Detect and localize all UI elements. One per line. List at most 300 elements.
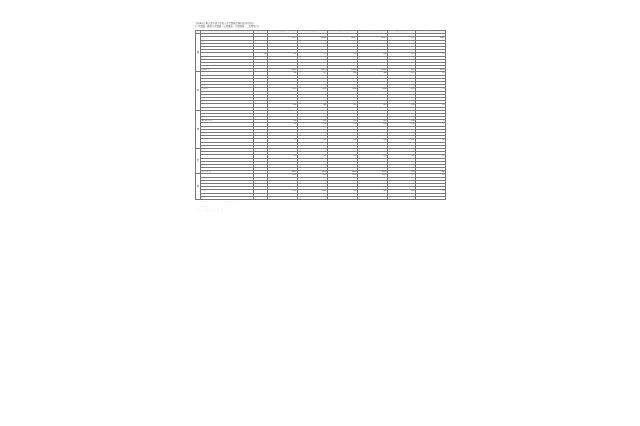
difference-value: 57 <box>416 142 446 145</box>
column-header: 応募人員(B) <box>298 31 328 34</box>
row-label: 一般選抜(男女) <box>201 187 254 190</box>
difference-value: 30 <box>416 75 446 78</box>
row-label: 家庭科(単位制) <box>201 120 254 123</box>
capacity-value: 114 <box>268 142 298 145</box>
passed-value: 1,023 <box>358 196 388 199</box>
difference-value: 46 <box>416 107 446 110</box>
examinees-value: 29,000 <box>328 69 358 72</box>
table-body <box>196 34 446 200</box>
applicants-value: 462 <box>298 104 328 107</box>
applicants-value: 302 <box>298 97 328 100</box>
ratio-value: 1.58 <box>388 145 416 148</box>
column-header: 学級数 <box>254 31 268 34</box>
ratio-value: 0.97 <box>388 196 416 199</box>
applicants-value: 28,059 <box>298 34 328 37</box>
difference-value: 45 <box>416 148 446 151</box>
passed-value: 906 <box>358 72 388 75</box>
applicants-value: 344 <box>298 82 328 85</box>
difference-value: 3,775 <box>416 50 446 53</box>
passed-value: 177 <box>358 145 388 148</box>
examinees-value: 4,690 <box>328 171 358 174</box>
row-label: 普通科合計 <box>201 69 254 72</box>
capacity-value: 85 <box>268 123 298 126</box>
ratio-value: 0.67 <box>388 91 416 94</box>
passed-value: 411 <box>358 78 388 81</box>
capacity-value: 41 <box>268 110 298 113</box>
examinees-value: 166 <box>328 139 358 142</box>
ratio-value: 1.23 <box>388 37 416 40</box>
difference-value: 35 <box>416 72 446 75</box>
row-label: 普通科 <box>201 40 254 43</box>
group-label: 普 <box>196 34 201 72</box>
capacity-value: 788 <box>268 72 298 75</box>
capacity-value: 114 <box>268 152 298 155</box>
ratio-value: 1.23 <box>388 126 416 129</box>
passed-value: 257 <box>358 101 388 104</box>
passed-value: 56 <box>358 110 388 113</box>
examinees-value: 66 <box>328 91 358 94</box>
capacity-value: 1,152 <box>268 187 298 190</box>
examinees-value: 35,977 <box>328 184 358 187</box>
ratio-value: 1.04 <box>388 168 416 171</box>
capacity-value: 1,602 <box>268 177 298 180</box>
capacity-value: 367 <box>268 78 298 81</box>
capacity-value: 216 <box>268 40 298 43</box>
capacity-value: 217 <box>268 43 298 46</box>
difference-value: 7 <box>416 94 446 97</box>
passed-value: 168 <box>358 136 388 139</box>
capacity-value: 85 <box>268 91 298 94</box>
row-label: 外国語科 <box>201 164 254 167</box>
difference-value: 5 <box>416 133 446 136</box>
capacity-value: 72 <box>268 139 298 142</box>
row-label: (単位制) <box>201 88 254 91</box>
examinees-value: 100 <box>328 123 358 126</box>
applicants-value: 98 <box>298 123 328 126</box>
examinees-value: 1,899 <box>328 174 358 177</box>
capacity-value: 251 <box>268 82 298 85</box>
passed-value: 1,977 <box>358 177 388 180</box>
difference-value: 8 <box>416 126 446 129</box>
row-label: 普通科(男女) <box>201 34 254 37</box>
applicants-value: 223 <box>298 117 328 120</box>
passed-value: 258 <box>358 53 388 56</box>
passed-value: 26,935 <box>358 34 388 37</box>
difference-value: 8 <box>416 113 446 116</box>
ratio-value: 0.85 <box>388 190 416 193</box>
difference-value: 40 <box>416 101 446 104</box>
passed-value: 166 <box>358 139 388 142</box>
capacity-value: 117 <box>268 133 298 136</box>
applicants-value: 26,972 <box>298 50 328 53</box>
row-label: 福祉科 <box>201 133 254 136</box>
applicants-value: 917 <box>298 72 328 75</box>
applicants-value: 95 <box>298 126 328 129</box>
applicants-value: 5,162 <box>298 168 328 171</box>
applicants-value: 27 <box>298 133 328 136</box>
ratio-value: 1.09 <box>388 107 416 110</box>
ratio-value: 0.87 <box>388 164 416 167</box>
passed-value: 1,002 <box>358 193 388 196</box>
ratio-value: 1.18 <box>388 123 416 126</box>
examinees-value: 40 <box>328 113 358 116</box>
capacity-value: 1,618 <box>268 174 298 177</box>
ratio-value: 1.08 <box>388 104 416 107</box>
applicants-value: 4,905 <box>298 171 328 174</box>
applicants-value: 771 <box>298 75 328 78</box>
applicants-value: 458 <box>298 107 328 110</box>
ratio-value: 1.21 <box>388 155 416 158</box>
difference-value: 4,303 <box>416 69 446 72</box>
ratio-value: 1.05 <box>388 158 416 161</box>
difference-value: 97 <box>416 136 446 139</box>
examinees-value: 1,166 <box>328 88 358 91</box>
examinees-value: 1,068 <box>328 85 358 88</box>
passed-value: 1,899 <box>358 174 388 177</box>
examinees-value: 1,002 <box>328 193 358 196</box>
capacity-value: 110 <box>268 155 298 158</box>
ratio-value: 1.11 <box>388 56 416 59</box>
class-count <box>254 196 268 199</box>
examinees-value: 2,575 <box>328 62 358 65</box>
applicants-value: 37,060 <box>298 184 328 187</box>
ratio-value: 0.54 <box>388 43 416 46</box>
column-header: 合格者数 <box>358 31 388 34</box>
column-header: 学科・課程 <box>201 31 254 34</box>
capacity-value: 30,621 <box>268 180 298 183</box>
group-label: 科 <box>196 174 201 200</box>
passed-value: 98 <box>358 126 388 129</box>
difference-value: 415 <box>416 168 446 171</box>
ratio-value: 0.98 <box>388 85 416 88</box>
difference-value: 8 <box>416 91 446 94</box>
ratio-value: 1.23 <box>388 177 416 180</box>
applicants-value: 1,201 <box>298 88 328 91</box>
examinees-value: 118 <box>328 43 358 46</box>
difference-value: 6 <box>416 120 446 123</box>
passed-value: 1,166 <box>358 88 388 91</box>
capacity-value: 21,432 <box>268 34 298 37</box>
applicants-value: 132 <box>298 155 328 158</box>
difference-value: 4,774 <box>416 184 446 187</box>
capacity-value: 119 <box>268 129 298 132</box>
applicants-value: 1,042 <box>298 190 328 193</box>
applicants-value: 118 <box>298 158 328 161</box>
examinees-value: 228 <box>328 40 358 43</box>
difference-value: 40 <box>416 193 446 196</box>
examinees-value: 26,890 <box>328 46 358 49</box>
applicants-value: 417 <box>298 78 328 81</box>
examinees-value: 36 <box>328 129 358 132</box>
capacity-value: 109 <box>268 148 298 151</box>
examinees-value: 459 <box>328 104 358 107</box>
examinees-value: 257 <box>328 101 358 104</box>
passed-value: 455 <box>358 107 388 110</box>
ratio-value: 0.25 <box>388 133 416 136</box>
capacity-value: 29,093 <box>268 66 298 69</box>
ratio-value: 1.50 <box>388 142 416 145</box>
difference-value: 427 <box>416 59 446 62</box>
examinees-value: 64 <box>328 94 358 97</box>
difference-value: 88 <box>416 174 446 177</box>
capacity-value: 114 <box>268 158 298 161</box>
difference-value: 3,852 <box>416 37 446 40</box>
capacity-value: 742 <box>268 75 298 78</box>
ratio-value: 1.15 <box>388 72 416 75</box>
difference-value: 25 <box>416 53 446 56</box>
results-table <box>195 30 446 200</box>
applicants-value: 2,800 <box>298 59 328 62</box>
difference-value: 3,890 <box>416 46 446 49</box>
applicants-value: 262 <box>298 120 328 123</box>
ratio-value: 1.24 <box>388 46 416 49</box>
applicants-value: 38,857 <box>298 180 328 183</box>
row-label: 情報科 <box>201 126 254 129</box>
difference-value: 35 <box>416 97 446 100</box>
ratio-value: 2.31 <box>388 139 416 142</box>
applicants-value: 221 <box>298 161 328 164</box>
examinees-value: 906 <box>328 72 358 75</box>
examinees-value: 260 <box>328 120 358 123</box>
ratio-value: 1.20 <box>388 62 416 65</box>
passed-value: 26,890 <box>358 46 388 49</box>
applicants-value: 28,030 <box>298 46 328 49</box>
passed-value: 2,704 <box>358 59 388 62</box>
class-count: 23 <box>254 136 268 139</box>
capacity-value: 29,914 <box>268 184 298 187</box>
passed-value: 120 <box>358 158 388 161</box>
ratio-value: 1.36 <box>388 110 416 113</box>
applicants-value: 181 <box>298 139 328 142</box>
applicants-value: 72 <box>298 91 328 94</box>
class-count: 43 <box>254 53 268 56</box>
passed-value: 296 <box>358 97 388 100</box>
passed-value: 26,022 <box>358 50 388 53</box>
ratio-value: 1.02 <box>388 171 416 174</box>
passed-value: 66 <box>358 91 388 94</box>
difference-value: 5,130 <box>416 180 446 183</box>
difference-value: 26 <box>416 190 446 193</box>
footnote-line: 3 応募人員・受検者数は、各選抜の合計である。 <box>195 206 228 208</box>
difference-value: 10 <box>416 158 446 161</box>
difference-value: 28 <box>416 152 446 155</box>
row-label: 工業科(単位制) <box>201 94 254 97</box>
ratio-value: 1.21 <box>388 66 416 69</box>
ratio-value: 1.08 <box>388 120 416 123</box>
row-label: (分割) <box>201 196 254 199</box>
ratio-value: 0.76 <box>388 187 416 190</box>
examinees-value: 4,891 <box>328 168 358 171</box>
ratio-value: 1.23 <box>388 69 416 72</box>
applicants-value: 31,680 <box>298 66 328 69</box>
row-label: 普通科(コース) <box>201 46 254 49</box>
passed-value: 4,891 <box>358 168 388 171</box>
passed-value: 760 <box>358 75 388 78</box>
applicants-value: 269 <box>298 101 328 104</box>
column-header: 受検倍率(C/A) <box>388 31 416 34</box>
passed-value: 228 <box>358 40 388 43</box>
difference-value: 90 <box>416 139 446 142</box>
difference-value: 35 <box>416 196 446 199</box>
difference-value: 25 <box>416 82 446 85</box>
row-label: 専門学科合計 <box>201 171 254 174</box>
row-label: コース制 <box>201 56 254 59</box>
difference-value: 12 <box>416 40 446 43</box>
applicants-value: 1,015 <box>298 193 328 196</box>
ratio-value: 1.00 <box>388 113 416 116</box>
difference-value: 4,008 <box>416 34 446 37</box>
examinees-value: 411 <box>328 78 358 81</box>
capacity-value: 1,098 <box>268 85 298 88</box>
ratio-value: 1.41 <box>388 148 416 151</box>
difference-value: 5 <box>416 123 446 126</box>
ratio-value: 1.14 <box>388 88 416 91</box>
ratio-value: 1.23 <box>388 180 416 183</box>
examinees-value: 2,704 <box>328 59 358 62</box>
capacity-value: 1,019 <box>268 88 298 91</box>
capacity-value: 245 <box>268 117 298 120</box>
examinees-value: 184 <box>328 164 358 167</box>
capacity-value: 80 <box>268 94 298 97</box>
group-label: 学 <box>196 148 201 174</box>
footnote-line: 2 上段は令和6年度、下段は令和5年度の数値である。 <box>195 203 232 205</box>
row-label: 体育科 <box>201 152 254 155</box>
examinees-value: 37,517 <box>328 180 358 183</box>
row-label: 工業 <box>201 85 254 88</box>
difference-value: 386 <box>416 171 446 174</box>
examinees-value: 133 <box>328 155 358 158</box>
passed-value: 4,690 <box>358 171 388 174</box>
column-header: 受検者数(C) <box>328 31 358 34</box>
ratio-value: 1.19 <box>388 59 416 62</box>
examinees-value: 147 <box>328 152 358 155</box>
examinees-value: 177 <box>328 145 358 148</box>
examinees-value: 880 <box>328 187 358 190</box>
difference-value: 6 <box>416 43 446 46</box>
applicants-value: 42 <box>298 129 328 132</box>
ratio-value: 1.29 <box>388 152 416 155</box>
capacity-value: 4,612 <box>268 171 298 174</box>
row-label: (男) <box>201 43 254 46</box>
applicants-value: 30,113 <box>298 69 328 72</box>
examinees-value: 455 <box>328 107 358 110</box>
passed-value: 29,000 <box>358 69 388 72</box>
capacity-value: 301 <box>268 101 298 104</box>
row-label: 科学技術科 <box>201 101 254 104</box>
passed-value: 989 <box>358 190 388 193</box>
passed-value: 26,015 <box>358 37 388 40</box>
ratio-value: 0.85 <box>388 97 416 100</box>
capacity-value: 226 <box>268 53 298 56</box>
examinees-value: 760 <box>328 75 358 78</box>
applicants-value: 169 <box>298 142 328 145</box>
capacity-value: 1,159 <box>268 190 298 193</box>
column-header: 不合格者数 <box>416 31 446 34</box>
group-label: 門 <box>196 110 201 148</box>
document-title: 令和6年度東京都立高等学校入学者選抜受検状況(全日制) <box>195 22 254 25</box>
capacity-value: 21,119 <box>268 37 298 40</box>
ratio-value: 1.01 <box>388 161 416 164</box>
ratio-value: 0.80 <box>388 94 416 97</box>
row-label: 総合学科 <box>201 177 254 180</box>
passed-value: 459 <box>358 104 388 107</box>
applicants-value: 70 <box>298 94 328 97</box>
applicants-value: 182 <box>298 145 328 148</box>
ratio-value: 1.17 <box>388 174 416 177</box>
examinees-value: 26,022 <box>328 50 358 53</box>
passed-value: 37,517 <box>358 180 388 183</box>
passed-value: 64 <box>358 94 388 97</box>
passed-value: 133 <box>358 155 388 158</box>
difference-value: 23 <box>416 155 446 158</box>
passed-value: 147 <box>358 152 388 155</box>
ratio-value: 1.14 <box>388 53 416 56</box>
difference-value: 4,600 <box>416 66 446 69</box>
examinees-value: 26,015 <box>328 37 358 40</box>
capacity-value: 1,050 <box>268 196 298 199</box>
applicants-value: 1,909 <box>298 174 328 177</box>
capacity-value: 40 <box>268 113 298 116</box>
ratio-value: 1.06 <box>388 40 416 43</box>
capacity-value: 426 <box>268 104 298 107</box>
capacity-value: 23,657 <box>268 69 298 72</box>
applicants-value: 1,044 <box>298 196 328 199</box>
table-row <box>196 196 446 199</box>
examinees-value: 247 <box>328 56 358 59</box>
examinees-value: 29,900 <box>328 66 358 69</box>
difference-value: 33 <box>416 104 446 107</box>
examinees-value: 258 <box>328 53 358 56</box>
row-label: ビジネスコミュニケーション <box>201 82 254 85</box>
footnote-line: (注) 1 募集人員は、一般選抜・推薦選抜・分割前期・後期選抜等の合計である。 <box>195 201 250 203</box>
ratio-value: 0.87 <box>388 117 416 120</box>
applicants-value: 46 <box>298 113 328 116</box>
applicants-value: 164 <box>298 152 328 155</box>
examinees-value: 296 <box>328 97 358 100</box>
ratio-value: 0.85 <box>388 101 416 104</box>
applicants-value: 1,147 <box>298 85 328 88</box>
applicants-value: 26,862 <box>298 37 328 40</box>
row-label: 全日制合計 <box>201 184 254 187</box>
class-count: 15 <box>254 62 268 65</box>
applicants-value: 2,654 <box>298 62 328 65</box>
capacity-value: 21,392 <box>268 50 298 53</box>
capacity-value: 21,762 <box>268 46 298 49</box>
row-label: 推薦 <box>201 193 254 196</box>
passed-value: 247 <box>358 56 388 59</box>
examinees-value: 168 <box>328 136 358 139</box>
difference-value: 424 <box>416 62 446 65</box>
capacity-value: 214 <box>268 161 298 164</box>
difference-value: 8 <box>416 88 446 91</box>
applicants-value: 887 <box>298 187 328 190</box>
capacity-value: 411 <box>268 107 298 110</box>
column-header: 募集人員(A) <box>268 31 298 34</box>
footnote-line: 4 受検倍率は、受検者数を募集人員で除した数値である。 <box>195 208 234 210</box>
ratio-value: 0.92 <box>388 193 416 196</box>
row-label: (女子) <box>201 190 254 193</box>
passed-value: 29,900 <box>358 66 388 69</box>
examinees-value: 154 <box>328 148 358 151</box>
passed-value: 1,068 <box>358 85 388 88</box>
document-page <box>195 22 445 213</box>
passed-value: 880 <box>358 187 388 190</box>
ratio-value: 1.02 <box>388 75 416 78</box>
difference-value: 8 <box>416 161 446 164</box>
class-count: 23 <box>254 129 268 132</box>
passed-value: 260 <box>358 120 388 123</box>
examinees-value: 989 <box>328 190 358 193</box>
